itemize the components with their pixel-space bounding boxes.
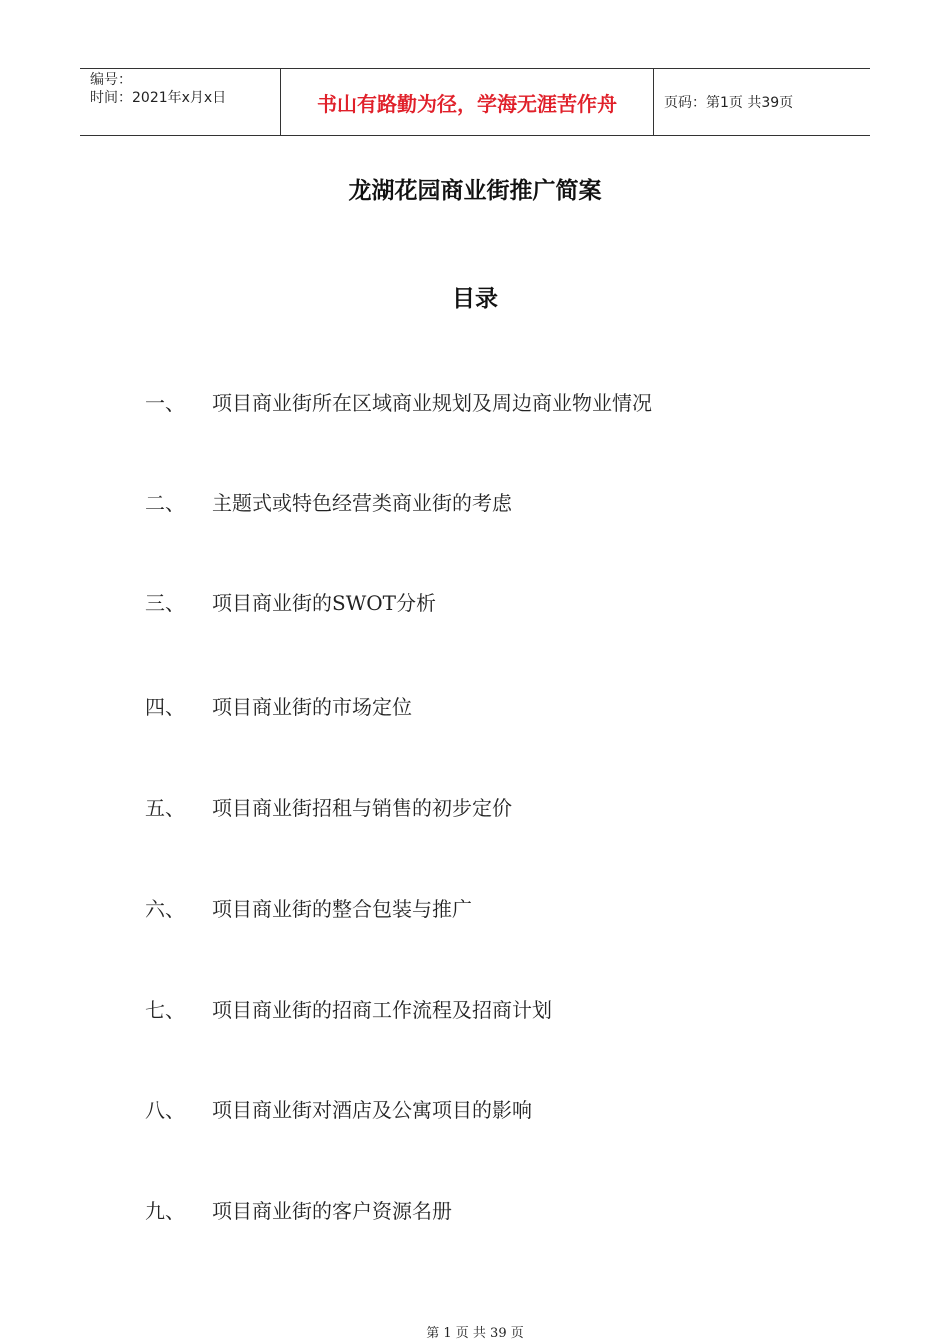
toc-item-2: [145, 488, 512, 518]
header-page-info: 页码：第1页 共39页: [664, 95, 794, 111]
toc-item-text: 项目商业街所在区域商业规划及周边商业物业情况: [212, 391, 652, 415]
toc-item-6: [145, 894, 472, 924]
toc-item-text: 项目商业街的整合包装与推广: [212, 897, 472, 921]
toc-item-5: [145, 793, 512, 823]
header-motto: 书山有路勤为径，学海无涯苦作舟: [281, 69, 654, 135]
toc-item-1: [145, 388, 652, 418]
document-title: 龙湖花园商业街推广简案: [348, 178, 602, 204]
toc-item-text: 项目商业街对酒店及公寓项目的影响: [212, 1098, 532, 1122]
toc-item-text: 项目商业街的客户资源名册: [212, 1199, 452, 1223]
time-label: 时间：2021年x月x日: [90, 90, 227, 106]
toc-item-3: [145, 588, 436, 618]
toc-item-number: 三、: [145, 591, 185, 615]
toc-item-text: 项目商业街的SWOT分析: [212, 591, 436, 615]
toc-item-text: 主题式或特色经营类商业街的考虑: [212, 491, 512, 515]
code-label: 编号：: [90, 72, 132, 88]
toc-item-number: 一、: [145, 391, 185, 415]
toc-item-number: 四、: [145, 695, 185, 719]
toc-heading: 目录: [452, 286, 498, 312]
toc-item-text: 项目商业街的市场定位: [212, 695, 412, 719]
toc-item-number: 六、: [145, 897, 185, 921]
toc-item-number: 七、: [145, 998, 185, 1022]
toc-item-9: [145, 1196, 452, 1226]
toc-item-number: 五、: [145, 796, 185, 820]
toc-item-8: [145, 1095, 532, 1125]
toc-item-7: [145, 995, 552, 1025]
header-meta: [80, 69, 281, 135]
toc-item-number: 八、: [145, 1098, 185, 1122]
page-footer: 第 1 页 共 39 页: [426, 1326, 524, 1341]
toc-item-number: 二、: [145, 491, 185, 515]
toc-item-text: 项目商业街招租与销售的初步定价: [212, 796, 512, 820]
toc-item-text: 项目商业街的招商工作流程及招商计划: [212, 998, 552, 1022]
toc-item-number: 九、: [145, 1199, 185, 1223]
toc-item-4: [145, 692, 412, 722]
page-header: [80, 68, 870, 136]
